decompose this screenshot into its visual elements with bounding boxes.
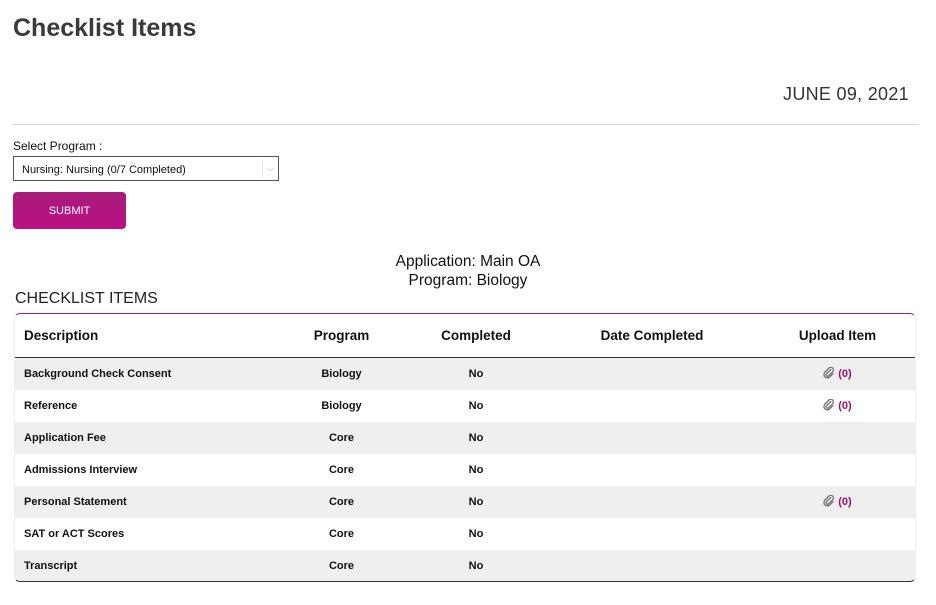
item-upload-cell <box>760 358 915 391</box>
item-description: Reference <box>24 400 78 412</box>
table-row <box>15 422 915 454</box>
table-row <box>15 550 915 582</box>
item-completed: No <box>468 464 484 476</box>
table-row <box>15 518 915 550</box>
item-description: Personal Statement <box>15 486 275 518</box>
column-header-completed: Completed <box>408 314 544 358</box>
table-row <box>15 454 915 486</box>
item-program: Core <box>275 550 408 582</box>
item-date-completed <box>544 486 760 518</box>
program-name: Program: Biology <box>408 272 528 289</box>
item-upload-cell <box>760 550 915 582</box>
table-header-row <box>15 314 915 358</box>
item-completed: No <box>408 486 544 518</box>
item-date-completed <box>544 422 760 454</box>
item-program: Core <box>275 486 408 518</box>
item-upload-cell <box>760 518 915 550</box>
item-date-completed <box>544 518 760 550</box>
item-upload-cell <box>760 422 915 454</box>
header-divider <box>12 124 919 125</box>
column-header-description: Description <box>15 314 275 358</box>
item-upload-cell <box>760 454 915 486</box>
table-row <box>15 390 915 422</box>
item-upload-cell <box>760 486 915 518</box>
current-date: JUNE 09, 2021 <box>783 84 909 104</box>
upload-count[interactable]: (0) <box>838 399 852 412</box>
program-select[interactable] <box>13 156 279 181</box>
checklist-body <box>15 358 915 583</box>
item-description: Application Fee <box>15 422 275 454</box>
chevron-down-icon[interactable]: ⌵ <box>262 159 278 178</box>
page-title: Checklist Items <box>13 14 197 42</box>
upload-count[interactable]: (0) <box>838 367 852 380</box>
paperclip-icon[interactable] <box>823 495 835 510</box>
item-completed: No <box>408 422 544 454</box>
column-header-upload-item: Upload Item <box>760 314 915 358</box>
submit-button[interactable]: SUBMIT <box>13 192 126 229</box>
item-program: Biology <box>321 400 362 412</box>
item-description: SAT or ACT Scores <box>24 528 125 540</box>
table-row <box>15 358 915 391</box>
table-row <box>15 486 915 518</box>
upload-link[interactable] <box>823 368 851 380</box>
application-name: Application: Main OA <box>395 253 541 270</box>
column-header-program: Program <box>275 314 408 358</box>
upload-link[interactable] <box>823 496 851 508</box>
upload-count[interactable]: (0) <box>838 495 852 508</box>
item-program: Core <box>275 422 408 454</box>
item-program: Biology <box>275 358 408 391</box>
select-program-label: Select Program : <box>13 139 103 153</box>
item-description: Background Check Consent <box>15 358 275 391</box>
item-description: Transcript <box>15 550 275 582</box>
item-completed: No <box>468 528 484 540</box>
paperclip-icon[interactable] <box>823 399 835 414</box>
item-program: Core <box>328 464 355 476</box>
item-upload-cell <box>760 390 915 422</box>
item-date-completed <box>544 550 760 582</box>
upload-link[interactable] <box>823 400 851 412</box>
item-description: Admissions Interview <box>24 464 138 476</box>
item-program: Core <box>328 528 355 540</box>
item-date-completed <box>544 358 760 391</box>
item-completed: No <box>408 358 544 391</box>
checklist-table <box>14 313 916 582</box>
program-select-value: Nursing: Nursing (0/7 Completed) <box>22 164 186 176</box>
item-completed: No <box>408 550 544 582</box>
item-date-completed <box>544 454 760 486</box>
column-header-date-completed: Date Completed <box>544 314 760 358</box>
paperclip-icon[interactable] <box>823 367 835 382</box>
section-title: CHECKLIST ITEMS <box>15 290 158 307</box>
item-completed: No <box>468 400 484 412</box>
item-date-completed <box>544 390 760 422</box>
